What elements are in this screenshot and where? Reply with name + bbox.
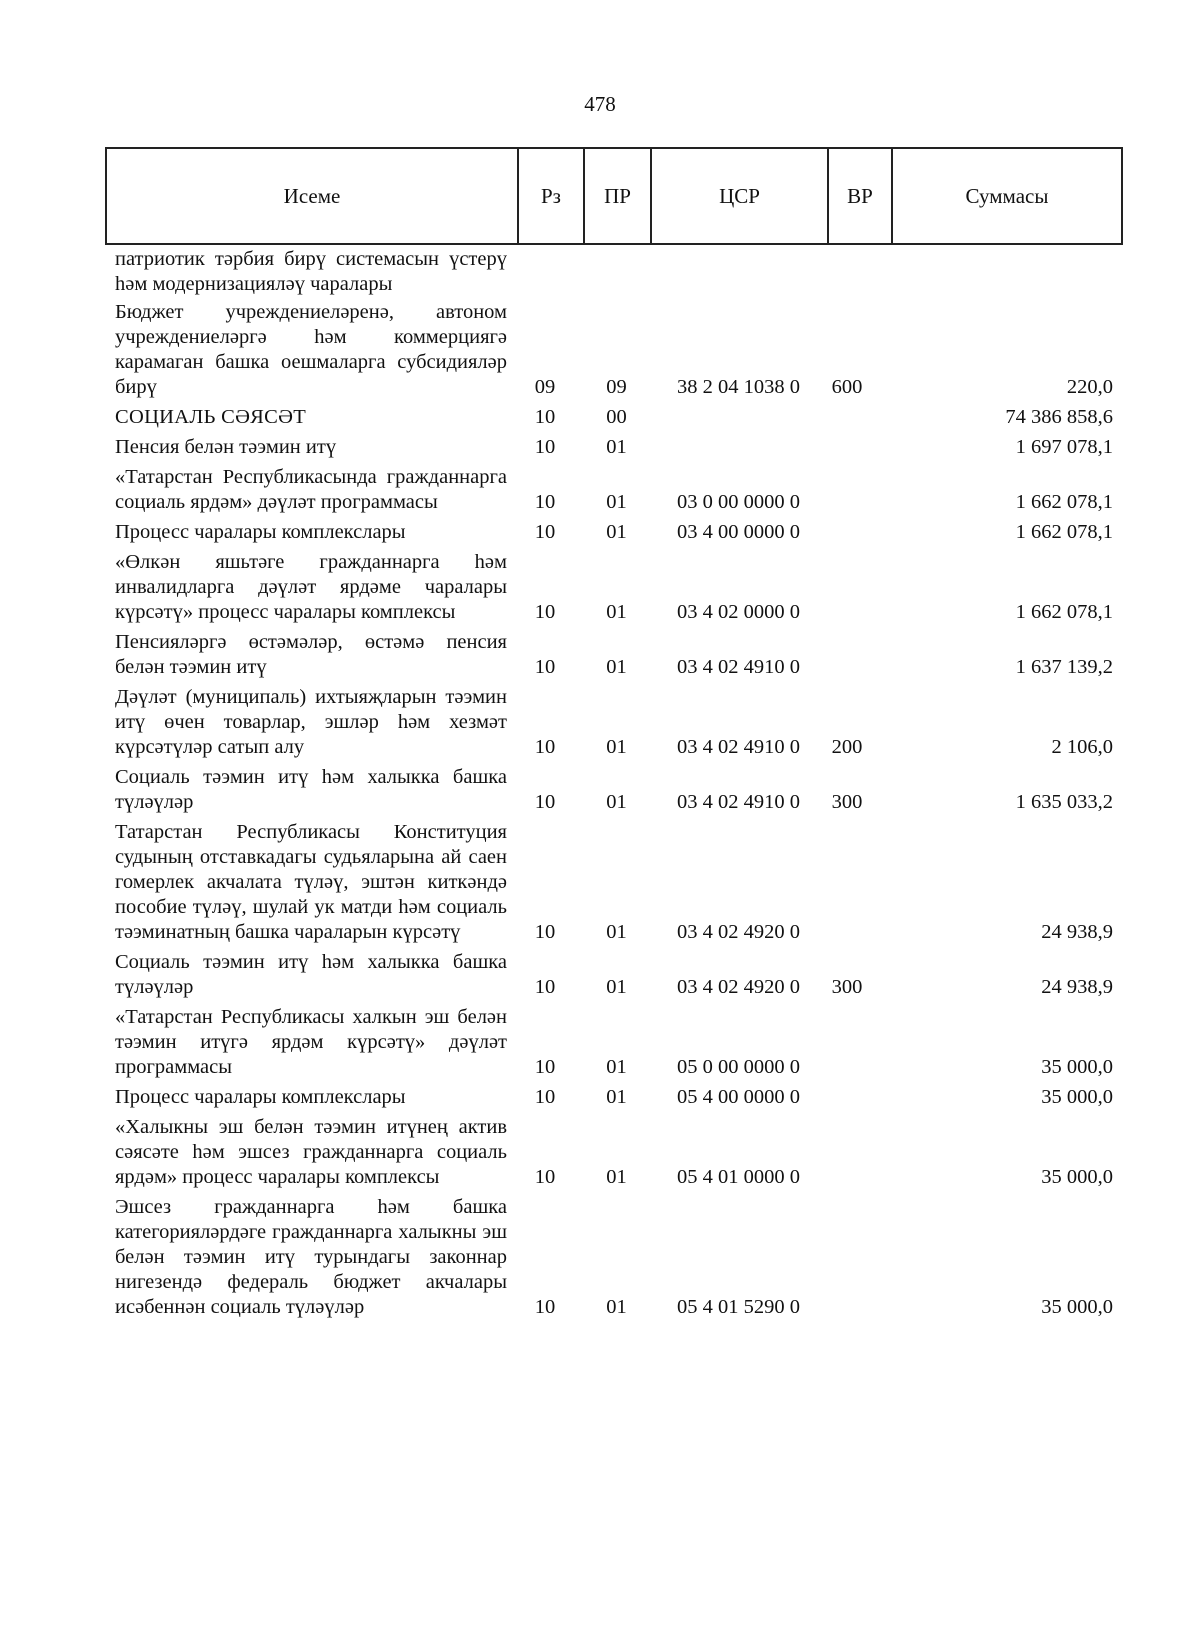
row-csr: 05 0 00 0000 0 — [677, 1056, 800, 1078]
row-rz: 10 — [534, 791, 556, 813]
row-pr — [583, 247, 650, 300]
row-sum: 35 000,0 — [1041, 1056, 1113, 1078]
row-sum: 1 662 078,1 — [1015, 491, 1113, 513]
row-pr: 01 — [606, 1296, 627, 1318]
row-vr — [827, 550, 891, 630]
row-vr — [827, 630, 891, 685]
row-pr: 01 — [606, 656, 627, 678]
row-pr: 01 — [606, 601, 627, 623]
row-pr: 00 — [606, 406, 627, 428]
row-csr: 03 4 00 0000 0 — [677, 521, 800, 543]
row-csr: 03 4 02 4920 0 — [677, 976, 800, 998]
row-name: «Татарстан Республикасында гражданнарга социаль ярдәм» дәүләт программасы — [115, 466, 507, 513]
row-csr: 03 4 02 0000 0 — [677, 601, 800, 623]
row-vr: 200 — [831, 736, 863, 758]
header-csr: ЦСР — [651, 148, 828, 244]
row-pr: 01 — [606, 1056, 627, 1078]
row-pr: 01 — [606, 791, 627, 813]
row-vr — [827, 247, 891, 300]
row-csr: 03 4 02 4910 0 — [677, 791, 800, 813]
row-rz: 10 — [534, 736, 556, 758]
row-name: «Өлкән яшьтәге гражданнарга һәм инвалидларга дәүләт ярдәме чаралары күрсәтү» процесс чаралары комплексы — [115, 551, 507, 623]
row-name: Процесс чаралары комплекслары — [115, 1086, 406, 1108]
row-name: Социаль тәэмин итү һәм халыкка башка түләүләр — [115, 766, 507, 813]
table-row — [105, 1115, 1121, 1195]
row-rz: 10 — [534, 491, 556, 513]
table-row — [105, 685, 1121, 765]
row-sum: 1 637 139,2 — [1015, 656, 1113, 678]
table-row — [105, 1085, 1121, 1115]
row-csr — [650, 247, 827, 300]
row-pr: 01 — [606, 521, 627, 543]
row-vr — [827, 465, 891, 520]
row-rz: 10 — [534, 1166, 556, 1188]
header-name: Исеме — [106, 148, 518, 244]
row-pr: 01 — [606, 921, 627, 943]
row-csr: 05 4 01 0000 0 — [677, 1166, 800, 1188]
row-vr — [827, 1115, 891, 1195]
table-row — [105, 550, 1121, 630]
row-rz: 10 — [534, 436, 556, 458]
row-vr — [827, 1085, 891, 1115]
row-csr: 05 4 01 5290 0 — [677, 1296, 800, 1318]
row-pr: 01 — [606, 736, 627, 758]
row-vr — [827, 1005, 891, 1085]
row-sum: 1 635 033,2 — [1015, 791, 1113, 813]
row-pr: 01 — [606, 976, 627, 998]
row-name: Дәүләт (муниципаль) ихтыяҗларын тәэмин итү өчен товарлар, эшләр һәм хезмәт күрсәтүләр сатып алу — [115, 686, 507, 758]
row-sum: 35 000,0 — [1041, 1166, 1113, 1188]
row-name: Пенсияләргә өстәмәләр, өстәмә пенсия белән тәэмин итү — [115, 631, 507, 678]
row-vr — [827, 405, 891, 435]
row-sum: 1 697 078,1 — [1015, 436, 1113, 458]
header-pr: ПР — [584, 148, 651, 244]
row-csr: 05 4 00 0000 0 — [677, 1086, 800, 1108]
table-row — [105, 820, 1121, 950]
table-row — [105, 405, 1121, 435]
row-sum — [891, 247, 1121, 300]
row-csr: 38 2 04 1038 0 — [677, 376, 800, 398]
row-rz: 10 — [534, 921, 556, 943]
row-csr: 03 4 02 4910 0 — [677, 656, 800, 678]
row-sum: 74 386 858,6 — [1005, 406, 1113, 428]
row-rz: 10 — [534, 1296, 556, 1318]
row-rz — [517, 247, 583, 300]
row-pr: 01 — [606, 1166, 627, 1188]
row-csr — [650, 405, 827, 435]
row-sum: 1 662 078,1 — [1015, 601, 1113, 623]
row-sum: 220,0 — [1066, 376, 1113, 398]
row-name: Бюджет учреждениеләренә, автоном учреждениеләргә һәм коммерциягә карамаган башка оешмаларга субсидияләр бирү — [115, 301, 507, 398]
row-rz: 10 — [534, 656, 556, 678]
table-header — [105, 147, 1123, 245]
row-vr — [827, 435, 891, 465]
row-pr: 01 — [606, 1086, 627, 1108]
row-pr: 09 — [606, 376, 627, 398]
row-vr — [827, 1195, 891, 1325]
row-name: Татарстан Республикасы Конституция судының отставкадагы судьяларына ай саен гомерлек акчалата түләү, эштән киткәндә пособие түләү, шулай ук матди һәм социаль тәэминатның башка чараларын күрсәтү — [115, 821, 507, 943]
row-csr: 03 0 00 0000 0 — [677, 491, 800, 513]
row-sum: 24 938,9 — [1041, 976, 1113, 998]
row-name: «Татарстан Республикасы халкын эш белән тәэмин итүгә ярдәм күрсәтү» дәүләт программасы — [115, 1006, 507, 1078]
row-name: Социаль тәэмин итү һәм халыкка башка түләүләр — [115, 951, 507, 998]
row-vr: 300 — [831, 976, 863, 998]
row-name: Пенсия белән тәэмин итү — [115, 436, 337, 458]
table-row — [105, 1195, 1121, 1325]
row-vr — [827, 520, 891, 550]
row-vr: 600 — [831, 376, 863, 398]
table-row — [105, 300, 1121, 405]
row-sum: 35 000,0 — [1041, 1086, 1113, 1108]
table-row — [105, 765, 1121, 820]
row-pr: 01 — [606, 436, 627, 458]
row-sum: 1 662 078,1 — [1015, 521, 1113, 543]
header-rz: Рз — [518, 148, 584, 244]
row-sum: 35 000,0 — [1041, 1296, 1113, 1318]
header-vr: ВР — [828, 148, 892, 244]
table-row — [105, 435, 1121, 465]
table-row — [105, 630, 1121, 685]
table-row — [105, 1005, 1121, 1085]
table-row — [105, 950, 1121, 1005]
row-csr: 03 4 02 4920 0 — [677, 921, 800, 943]
row-pr: 01 — [606, 491, 627, 513]
row-sum: 24 938,9 — [1041, 921, 1113, 943]
table-body — [105, 247, 1121, 1325]
row-name: «Халыкны эш белән тәэмин итүнең актив сәясәте һәм эшсез гражданнарга социаль ярдәм» процесс чаралары комплексы — [115, 1116, 507, 1188]
table-row — [105, 247, 1121, 300]
row-csr: 03 4 02 4910 0 — [677, 736, 800, 758]
page-number: 478 — [584, 92, 616, 116]
row-rz: 10 — [534, 976, 556, 998]
row-rz: 10 — [534, 601, 556, 623]
row-rz: 10 — [534, 1056, 556, 1078]
row-name: патриотик тәрбия бирү системасын үстерү һәм модернизацияләү чаралары — [115, 248, 507, 295]
row-rz: 09 — [534, 376, 556, 398]
header-sum: Суммасы — [892, 148, 1122, 244]
row-rz: 10 — [534, 521, 556, 543]
row-vr: 300 — [831, 791, 863, 813]
row-name: Эшсез гражданнарга һәм башка категорияләрдәге гражданнарга халыкны эш белән тәэмин итү турындагы законнар нигезендә федераль бюджет акчалары исәбеннән социаль түләүләр — [115, 1196, 507, 1318]
table-row — [105, 465, 1121, 520]
row-name: СОЦИАЛЬ СӘЯСӘТ — [115, 406, 307, 428]
row-csr — [650, 435, 827, 465]
row-name: Процесс чаралары комплекслары — [115, 521, 406, 543]
row-rz: 10 — [534, 406, 556, 428]
row-rz: 10 — [534, 1086, 556, 1108]
budget-table — [105, 247, 1121, 1325]
table-row — [105, 520, 1121, 550]
row-sum: 2 106,0 — [1051, 736, 1113, 758]
row-vr — [827, 820, 891, 950]
